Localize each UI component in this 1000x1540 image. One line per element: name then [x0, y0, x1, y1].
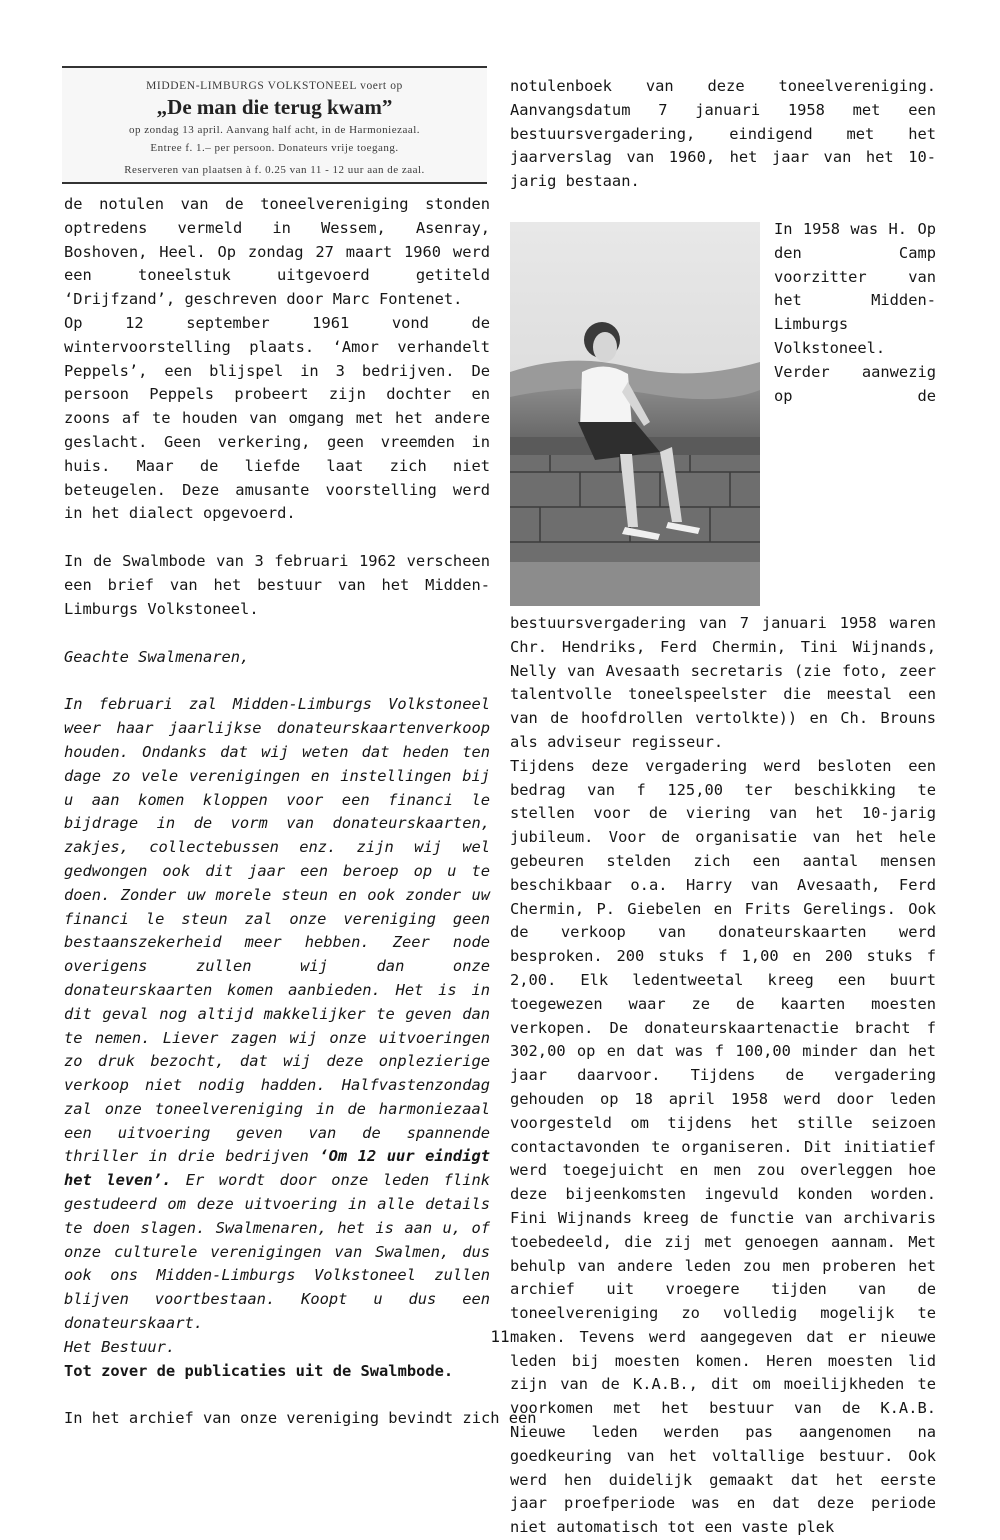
paragraph-vergadering: Tijdens deze vergadering werd besloten een bedrag van f 125,00 ter beschikking te stellen voor de viering van het 10-jarig jubileum. Voor de organisatie van het hele gebeuren stelden zich een aantal mensen beschikbaar o.a. Harry van Avesaath, Ferd Chermin, P. Giebelen en Frits Gerelings. Ook de verkoop van donateurskaarten werd besproken. 200 stuks f 1,00 en 200 stuks f 2,00. Elk ledentweetal kreeg een buurt toegewezen waar ze de kaarten moesten verkopen. De donateurskaartenactie bracht f 302,00 op en dat was f 100,00 minder dan het jaar daarvoor. Tijdens de vergadering gehouden op 18 april 1958 werd door leden voorgesteld om tijdens het stille seizoen contactavonden te organiseren. Dit initiatief werd toegejuicht en men zou overleggen hoe deze bijeenkomsten ingevuld konden worden. Fini Wijnands kreeg de functie van archivaris toebedeeld, die zij met genoegen aannam. Met behulp van andere leden zou men proberen het archief uit vroegere tijden van de toneelvereniging zo volledig mogelijk te maken. Tevens werd aangegeven dat er nieuwe leden bij moesten komen. Heren moesten lid zijn van de K.A.B., dit om moeilijkheden te voorkomen met het bestuur van de K.A.B. Nieuwe leden werden pas aangenomen na goedkeuring van het voltallige bestuur. Ook werd hen duidelijk gemaakt dat het eerste jaar proefperiode was en dat deze periode niet automatisch tot een vaste plek — [510, 756, 936, 1537]
clipping-reservation-line: Reserveren van plaatsen à f. 0.25 van 11 - 12 uur aan de zaal. — [124, 164, 425, 176]
paragraph-bestuur-1958: In 1958 was H. Op den Camp voorzitter van het Midden-Limburgs Volkstoneel. Verder aanwezig op de bestuursvergadering van 7 januari 1958 waren Chr. Hendriks, Ferd Chermin, Tini Wijnands, Nelly van Avesaath secretaris (zie foto, zeer talentvolle toneelspeelster die meestal een van de hoofdrollen vertolkte)) en Ch. Brouns als adviseur regisseur. — [510, 219, 936, 751]
clipping-date-line: op zondag 13 april. Aanvang half acht, in de Harmoniezaal. — [128, 124, 421, 136]
letter-signature: Het Bestuur. — [64, 1337, 176, 1356]
clipping-entrance-line: Entree f. 1.– per persoon. Donateurs vrije toegang. — [150, 142, 399, 154]
letter-play-title: ‘Om 12 uur eindigt het leven’. — [64, 1147, 490, 1190]
photo-woman-seated-on-wall — [510, 222, 760, 606]
paragraph-notulenboek: notulenboek van deze toneelvereniging. Aanvangsdatum 7 januari 1958 met een bestuursvergadering, eindigend met het jaarverslag van 1960, het jaar van het 10-jarig bestaan. — [510, 77, 936, 191]
clipping-header: MIDDEN-LIMBURGS VOLKSTONEEL voert op — [146, 80, 403, 92]
letter-body — [64, 693, 490, 1336]
paragraph-wintervoorstelling: Op 12 september 1961 vond de wintervoorstelling plaats. ‘Amor verhandelt Peppels’, een blijspel in 3 bedrijven. De persoon Peppels probeert zijn dochter en zoons af te houden van omgang met het andere geslacht. Geen verkering, geen vreemden in huis. Maar de liefde laat zich niet beteugelen. Deze amusante voorstelling werd in het dialect opgevoerd. — [64, 313, 490, 523]
paragraph-notulen: de notulen van de toneelvereniging stonden optredens vermeld in Wessem, Asenray, Boshoven, Heel. Op zondag 27 maart 1960 werd een toneelstuk uitgevoerd getiteld ‘Drijfzand’, geschreven door Marc Fontenet. — [64, 195, 490, 309]
paragraph-archief: In het archief van onze vereniging bevindt zich een — [64, 1409, 537, 1428]
closing-heading: Tot zover de publicaties uit de Swalmbode. — [64, 1361, 454, 1380]
letter-salutation: Geachte Swalmenaren, — [64, 647, 250, 666]
paragraph-swalmbode: In de Swalmbode van 3 februari 1962 verscheen een brief van het bestuur van het Midden-Limburgs Volkstoneel. — [64, 552, 490, 618]
newspaper-clipping — [62, 66, 487, 184]
letter-body-part2: Er wordt door onze leden flink gestudeerd om deze uitvoering in alle details te doen slagen. Swalmenaren, het is aan u, of onze culturele verenigingen van Swalmen, dus ook ons Midden-Limburgs Volkstoneel zullen blijven voortbestaan. Koopt u dus een donateurskaart. — [64, 1171, 490, 1333]
right-column — [510, 75, 936, 1540]
page-number: 11 — [490, 1327, 510, 1346]
letter-body-part1: In februari zal Midden-Limburgs Volkstoneel weer haar jaarlijkse donateurskaartenverkoop houden. Ondanks dat wij weten dat heden ten dage zo vele verenigingen en instellingen bij u aan komen kloppen voor een financi le bijdrage in de vorm van donateurskaarten, zakjes, collectebussen enz. zijn wij wel gedwongen ook dit jaar een beroep op u te doen. Zonder uw morele steun en ook zonder uw financi le steun zal onze vereniging geen bestaanszekerheid meer hebben. Zeer node overigens zullen wij dan onze donateurskaarten komen aanbieden. Het is in dit geval nog altijd makkelijker te geven dan te nemen. Liever zagen wij onze uitvoeringen zo druk bezocht, dat wij deze onplezierige verkoop niet nodig hadden. Halfvastenzondag zal onze toneelvereniging in de harmoniezaal een uitvoering geven van de spannende thriller in drie bedrijven — [64, 695, 490, 1166]
clipping-title: „De man die terug kwam” — [156, 95, 393, 119]
